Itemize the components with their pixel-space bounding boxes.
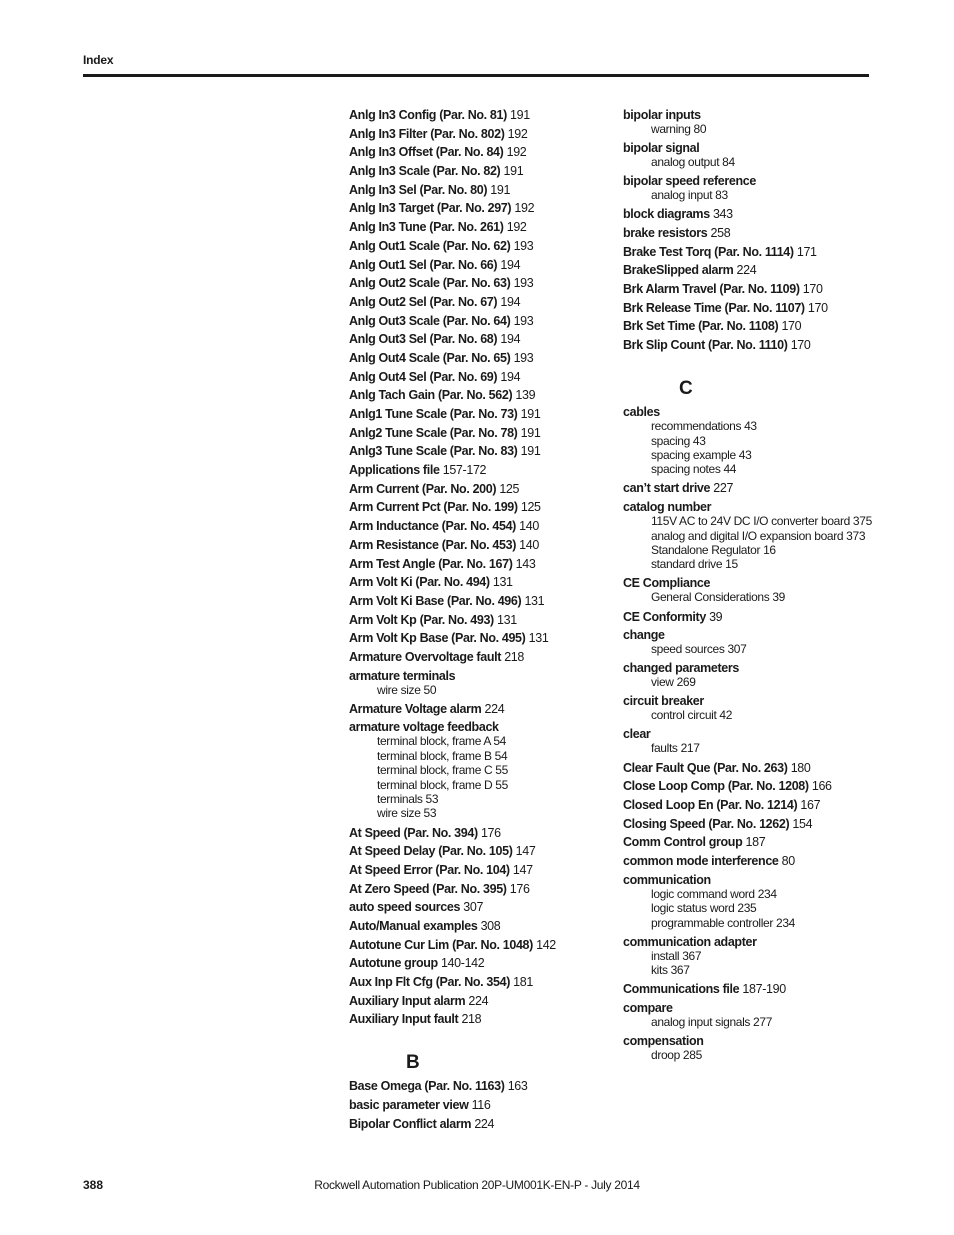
index-pages: 147: [512, 862, 533, 877]
index-pages: 218: [461, 1012, 482, 1027]
index-pages: 258: [710, 225, 731, 240]
index-pages: 343: [712, 207, 733, 222]
index-entry: [349, 183, 629, 197]
index-entry: [349, 351, 629, 365]
index-subentry: terminal block, frame C 55: [377, 763, 508, 778]
index-pages: 224: [736, 263, 757, 278]
index-term: Anlg In3 Tune (Par. No. 261): [349, 220, 504, 235]
index-entry: [623, 1001, 903, 1015]
index-entry: [623, 282, 903, 296]
index-entry: [349, 919, 629, 933]
index-term: compensation: [623, 1033, 704, 1048]
index-term: change: [623, 628, 665, 643]
index-entry: [623, 141, 903, 155]
index-pages: 194: [500, 257, 521, 272]
index-subentry: analog output 84: [651, 155, 735, 170]
index-term: At Speed (Par. No. 394): [349, 825, 478, 840]
index-pages: 171: [796, 244, 817, 259]
index-pages: 191: [503, 164, 524, 179]
index-term: Anlg In3 Sel (Par. No. 80): [349, 182, 488, 197]
index-term: Anlg In3 Config (Par. No. 81): [349, 108, 507, 122]
index-term: Anlg In3 Scale (Par. No. 82): [349, 164, 501, 179]
index-entry: [623, 798, 903, 812]
index-pages: 131: [497, 612, 517, 627]
index-entry: [349, 1117, 629, 1131]
index-subentry: droop 285: [651, 1047, 702, 1062]
index-term: Anlg In3 Offset (Par. No. 84): [349, 145, 504, 160]
index-term: catalog number: [623, 500, 712, 515]
index-term: circuit breaker: [623, 694, 704, 709]
index-subentry: terminals 53: [377, 792, 439, 807]
index-pages: 170: [807, 300, 828, 315]
index-entry: [349, 844, 629, 858]
index-pages: 139: [515, 388, 536, 403]
index-term: Armature Overvoltage fault: [349, 649, 502, 664]
index-term: communication adapter: [623, 934, 757, 949]
index-subentry: install 367: [651, 948, 702, 963]
index-pages: 193: [513, 313, 534, 328]
index-term: Base Omega (Par. No. 1163): [349, 1079, 505, 1094]
index-entry: [349, 332, 629, 346]
index-pages: 194: [500, 332, 521, 347]
index-pages: 192: [514, 201, 535, 216]
index-subentry: speed sources 307: [651, 642, 747, 657]
index-term: Brk Alarm Travel (Par. No. 1109): [623, 282, 800, 297]
index-pages: 192: [506, 145, 527, 160]
section-letter: C: [679, 378, 693, 400]
index-pages: 192: [507, 126, 528, 141]
index-pages: 131: [524, 593, 545, 608]
index-entry: [623, 694, 903, 708]
index-term: Arm Volt Kp (Par. No. 493): [349, 612, 494, 627]
index-entry: [349, 258, 629, 272]
index-entry: [623, 301, 903, 315]
index-column-right: [623, 108, 903, 1062]
index-pages: 170: [802, 282, 823, 297]
index-entry: [349, 500, 629, 514]
index-pages: 170: [790, 338, 811, 353]
index-pages: 131: [492, 575, 513, 590]
index-pages: 191: [520, 407, 541, 421]
index-entry: [623, 108, 903, 122]
index-entry: [349, 370, 629, 384]
index-entry: [349, 463, 629, 477]
index-term: Brk Release Time (Par. No. 1107): [623, 300, 805, 315]
index-pages: 187-190: [742, 982, 786, 997]
index-subentry: wire size 53: [377, 806, 437, 821]
index-term: Anlg Out1 Sel (Par. No. 66): [349, 257, 498, 272]
index-entry: [623, 935, 903, 949]
index-term: At Zero Speed (Par. No. 395): [349, 881, 507, 896]
index-entry: [349, 164, 629, 178]
index-entry: [623, 727, 903, 741]
index-term: can’t start drive: [623, 481, 711, 496]
index-term: Bipolar Conflict alarm: [349, 1116, 472, 1131]
index-pages: 147: [515, 844, 536, 859]
index-term: Aux Inp Flt Cfg (Par. No. 354): [349, 975, 511, 990]
index-term: Anlg Tach Gain (Par. No. 562): [349, 388, 513, 403]
index-entry: [623, 207, 903, 221]
index-pages: 191: [510, 108, 530, 122]
index-entry: [623, 628, 903, 642]
index-entry: [349, 975, 629, 989]
index-entry: [623, 174, 903, 188]
index-subentry: Standalone Regulator 16: [651, 542, 776, 557]
index-term: Comm Control group: [623, 835, 743, 850]
index-entry: [349, 519, 629, 533]
index-term: Clear Fault Que (Par. No. 263): [623, 760, 788, 775]
index-entry: [349, 388, 629, 402]
index-term: At Speed Delay (Par. No. 105): [349, 844, 513, 859]
index-term: Autotune Cur Lim (Par. No. 1048): [349, 937, 533, 952]
index-entry: [349, 557, 629, 571]
index-entry: [623, 661, 903, 675]
index-entry: [349, 108, 629, 122]
index-entry: [623, 319, 903, 333]
index-term: Anlg Out3 Scale (Par. No. 64): [349, 313, 511, 328]
index-entry: [623, 835, 903, 849]
index-pages: 140: [519, 537, 539, 552]
index-pages: 193: [513, 238, 534, 253]
section-spacer: [349, 1026, 629, 1053]
index-entry: [623, 761, 903, 775]
index-entry: [349, 444, 629, 458]
index-term: Arm Current Pct (Par. No. 199): [349, 500, 518, 515]
index-entry: [623, 982, 903, 996]
index-term: cables: [623, 405, 660, 420]
index-subentry: analog input 83: [651, 188, 728, 203]
index-term: auto speed sources: [349, 900, 461, 915]
index-pages: 224: [484, 701, 505, 716]
index-entry: [349, 201, 629, 215]
index-pages: 194: [500, 369, 521, 384]
index-entry: [349, 575, 629, 589]
index-subentry: logic command word 234: [651, 886, 777, 901]
index-subentry: programmable controller 234: [651, 915, 795, 930]
index-entry: [349, 882, 629, 896]
index-entry: [623, 263, 903, 277]
index-term: clear: [623, 727, 651, 742]
index-term: Closed Loop En (Par. No. 1214): [623, 797, 798, 812]
index-entry: [349, 538, 629, 552]
index-term: compare: [623, 1000, 673, 1015]
index-pages: 193: [513, 276, 534, 291]
index-entry: [349, 702, 629, 716]
index-entry: [349, 594, 629, 608]
index-subentry: spacing example 43: [651, 447, 752, 462]
index-term: Close Loop Comp (Par. No. 1208): [623, 779, 809, 794]
index-pages: 170: [781, 319, 802, 334]
index-entry: [349, 863, 629, 877]
index-entry: [349, 127, 629, 141]
index-pages: 125: [520, 500, 541, 515]
index-subentry: recommendations 43: [651, 419, 757, 434]
index-pages: 218: [504, 649, 524, 664]
index-term: Arm Current (Par. No. 200): [349, 481, 497, 496]
index-pages: 140: [519, 519, 539, 534]
index-entry: [349, 669, 629, 683]
index-entry: [623, 610, 903, 624]
index-subentry: kits 367: [651, 963, 690, 977]
index-column-left: [349, 108, 629, 1131]
index-pages: 167: [800, 797, 821, 812]
index-term: communication: [623, 872, 711, 887]
index-term: Anlg2 Tune Scale (Par. No. 78): [349, 425, 518, 440]
index-entry: [349, 276, 629, 290]
index-term: Brake Test Torq (Par. No. 1114): [623, 244, 794, 259]
index-subentry: terminal block, frame A 54: [377, 734, 506, 749]
index-subentry: analog input signals 277: [651, 1014, 773, 1029]
index-term: Anlg Out2 Scale (Par. No. 63): [349, 276, 511, 291]
index-entry: [349, 613, 629, 627]
index-term: Anlg3 Tune Scale (Par. No. 83): [349, 444, 518, 459]
index-pages: 192: [506, 220, 527, 235]
index-pages: 166: [811, 779, 832, 794]
index-pages: 176: [480, 825, 501, 840]
index-entry: [623, 500, 903, 514]
index-pages: 227: [713, 481, 734, 496]
index-term: Anlg1 Tune Scale (Par. No. 73): [349, 407, 518, 421]
index-term: Arm Test Angle (Par. No. 167): [349, 556, 513, 571]
index-subentry: spacing 43: [651, 433, 706, 448]
index-subentry: General Considerations 39: [651, 590, 786, 605]
index-term: bipolar signal: [623, 141, 700, 156]
index-entry: [349, 900, 629, 914]
index-term: Armature Voltage alarm: [349, 701, 482, 716]
index-entry: [349, 956, 629, 970]
index-term: Communications file: [623, 982, 740, 997]
index-subentry: terminal block, frame B 54: [377, 748, 508, 763]
index-term: Arm Inductance (Par. No. 454): [349, 519, 516, 534]
index-term: changed parameters: [623, 661, 739, 676]
index-subentry: logic status word 235: [651, 901, 757, 916]
index-term: common mode interference: [623, 854, 779, 868]
index-pages: 191: [520, 444, 541, 459]
index-pages: 116: [471, 1098, 491, 1113]
index-pages: 193: [513, 350, 534, 365]
index-term: Arm Volt Kp Base (Par. No. 495): [349, 631, 526, 646]
publication-info: Rockwell Automation Publication 20P-UM001K-EN-P - July 2014: [314, 1178, 640, 1192]
index-term: armature terminals: [349, 668, 456, 683]
index-pages: 176: [509, 881, 530, 896]
index-entry: [623, 576, 903, 590]
index-subentry: view 269: [651, 675, 696, 690]
section-spacer: [623, 352, 903, 379]
index-entry: [623, 873, 903, 887]
index-term: Anlg In3 Target (Par. No. 297): [349, 201, 512, 216]
index-entry: [349, 650, 629, 664]
index-term: Auto/Manual examples: [349, 918, 478, 933]
running-header: Index: [83, 53, 114, 67]
index-subentry: analog and digital I/O expansion board 373: [651, 528, 866, 543]
index-term: block diagrams: [623, 207, 710, 222]
index-entry: [623, 226, 903, 240]
index-term: CE Conformity: [623, 609, 706, 624]
index-entry: [349, 994, 629, 1008]
index-entry: [349, 1079, 629, 1093]
index-pages: 224: [468, 993, 489, 1008]
index-entry: [349, 145, 629, 159]
index-pages: 154: [792, 816, 813, 831]
index-term: Brk Set Time (Par. No. 1108): [623, 319, 779, 334]
index-entry: [349, 426, 629, 440]
section-letter: B: [406, 1052, 420, 1074]
index-entry: [349, 631, 629, 645]
index-term: brake resistors: [623, 225, 708, 240]
index-entry: [349, 482, 629, 496]
index-pages: 224: [474, 1116, 495, 1131]
index-term: armature voltage feedback: [349, 720, 499, 735]
index-entry: [349, 239, 629, 253]
index-subentry: spacing notes 44: [651, 462, 737, 477]
index-entry: [623, 481, 903, 495]
index-subentry: control circuit 42: [651, 708, 733, 723]
index-entry: [349, 1098, 629, 1112]
index-pages: 191: [520, 425, 541, 440]
index-pages: 140-142: [440, 956, 485, 971]
index-term: Anlg Out4 Scale (Par. No. 65): [349, 350, 511, 365]
index-term: Auxiliary Input fault: [349, 1012, 459, 1027]
index-term: bipolar inputs: [623, 108, 701, 122]
index-pages: 180: [790, 760, 811, 775]
index-pages: 181: [513, 975, 533, 990]
index-pages: 187: [745, 835, 766, 850]
index-term: Closing Speed (Par. No. 1262): [623, 816, 790, 831]
index-pages: 143: [515, 556, 536, 571]
index-term: bipolar speed reference: [623, 174, 756, 189]
index-entry: [623, 854, 903, 868]
index-term: Brk Slip Count (Par. No. 1110): [623, 338, 788, 353]
index-entry: [349, 295, 629, 309]
index-term: Arm Volt Ki Base (Par. No. 496): [349, 593, 522, 608]
index-entry: [623, 338, 903, 352]
index-entry: [349, 407, 629, 421]
index-entry: [349, 314, 629, 328]
index-term: Anlg Out1 Scale (Par. No. 62): [349, 238, 511, 253]
index-term: Anlg Out2 Sel (Par. No. 67): [349, 294, 498, 309]
index-entry: [349, 938, 629, 952]
index-pages: 80: [781, 854, 795, 868]
index-term: basic parameter view: [349, 1098, 469, 1113]
index-pages: 308: [480, 918, 501, 933]
index-pages: 39: [709, 609, 723, 624]
index-pages: 142: [536, 937, 556, 952]
index-subentry: terminal block, frame D 55: [377, 777, 508, 792]
index-term: Autotune group: [349, 956, 438, 971]
index-term: At Speed Error (Par. No. 104): [349, 862, 510, 877]
index-term: Arm Resistance (Par. No. 453): [349, 537, 517, 552]
index-pages: 157-172: [442, 463, 487, 478]
index-entry: [349, 1012, 629, 1026]
index-term: Applications file: [349, 463, 440, 478]
index-entry: [349, 220, 629, 234]
index-subentry: faults 217: [651, 741, 700, 756]
index-pages: 191: [490, 182, 511, 197]
index-entry: [623, 817, 903, 831]
index-term: BrakeSlipped alarm: [623, 263, 734, 278]
index-pages: 307: [463, 900, 484, 915]
index-entry: [349, 720, 629, 734]
index-subentry: wire size 50: [377, 682, 437, 697]
index-subentry: warning 80: [651, 122, 707, 136]
index-term: Anlg In3 Filter (Par. No. 802): [349, 126, 505, 141]
index-subentry: 115V AC to 24V DC I/O converter board 375: [651, 514, 872, 529]
index-term: Anlg Out3 Sel (Par. No. 68): [349, 332, 498, 347]
index-entry: [623, 779, 903, 793]
index-pages: 125: [499, 481, 520, 496]
index-term: Auxiliary Input alarm: [349, 993, 466, 1008]
index-pages: 163: [507, 1079, 528, 1094]
index-term: CE Compliance: [623, 576, 711, 591]
page-number: 388: [83, 1178, 104, 1192]
index-term: Arm Volt Ki (Par. No. 494): [349, 575, 490, 590]
index-entry: [623, 405, 903, 419]
index-subentry: standard drive 15: [651, 557, 738, 572]
index-entry: [623, 1034, 903, 1048]
index-pages: 194: [500, 294, 521, 309]
index-entry: [349, 826, 629, 840]
index-entry: [623, 245, 903, 259]
index-term: Anlg Out4 Sel (Par. No. 69): [349, 369, 498, 384]
index-pages: 131: [528, 631, 549, 646]
header-rule: [83, 74, 869, 77]
